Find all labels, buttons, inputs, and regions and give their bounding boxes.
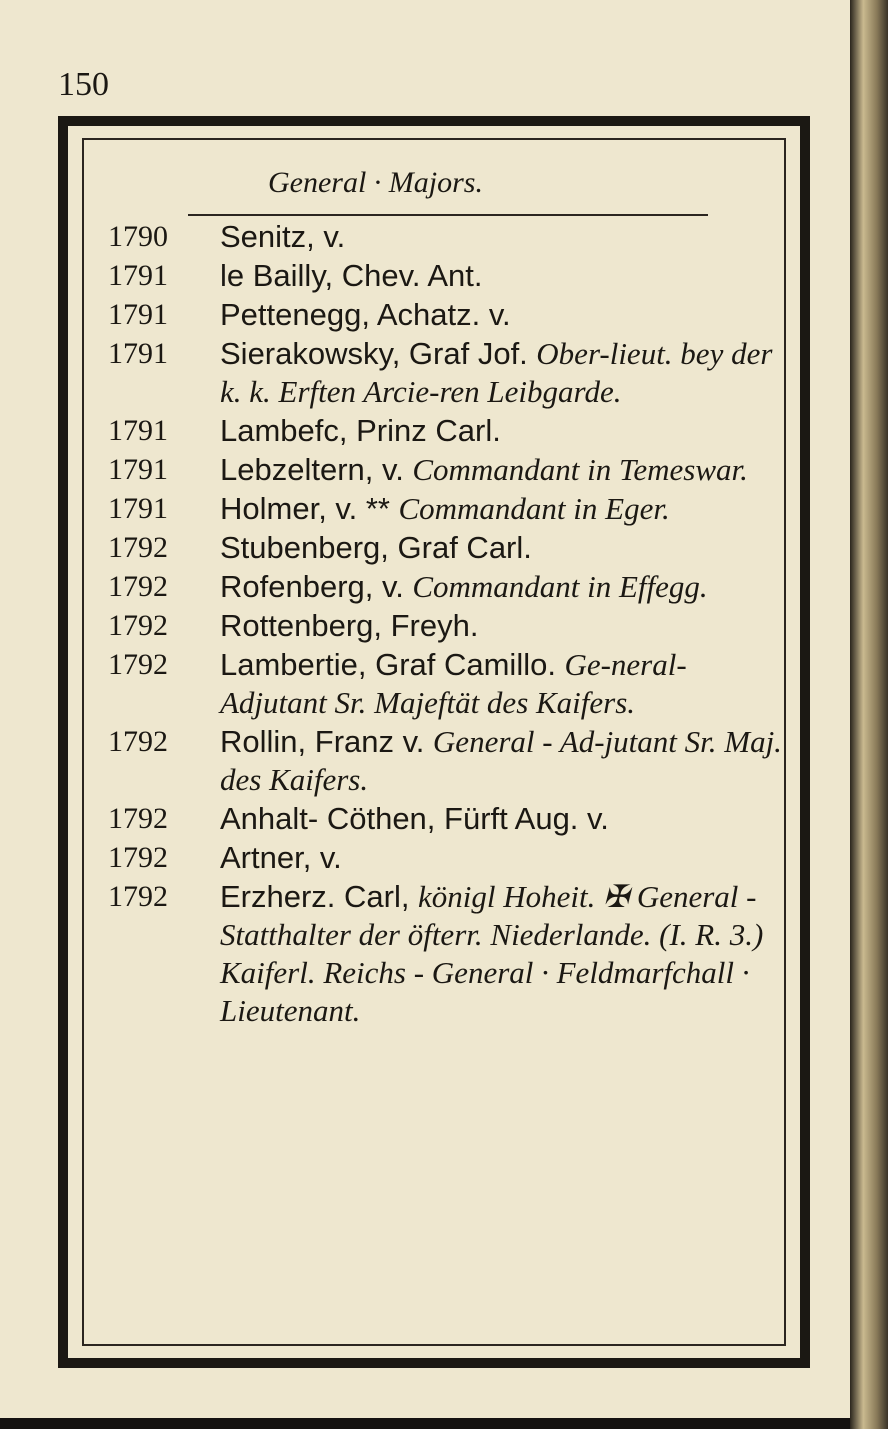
- entry-name: Anhalt- Cöthen, Fürft Aug. v.: [220, 801, 609, 836]
- entry-year: 1792: [108, 531, 168, 564]
- entry-year: 1791: [108, 492, 168, 525]
- list-item: [108, 800, 788, 838]
- page-number: 150: [58, 66, 109, 103]
- entry-year: 1792: [108, 880, 168, 913]
- list-item: [108, 296, 788, 334]
- entry-name: Senitz, v.: [220, 219, 346, 254]
- list-item: [108, 257, 788, 295]
- entry-year: 1791: [108, 453, 168, 486]
- entry-name: Erzherz. Carl,: [220, 879, 410, 914]
- list-item: [108, 607, 788, 645]
- entry-name: Lebzeltern, v.: [220, 452, 404, 487]
- list-item: [108, 723, 788, 799]
- entry-name: le Bailly, Chev. Ant.: [220, 258, 483, 293]
- heading-rule: [188, 214, 708, 216]
- entry-name: Lambertie, Graf Camillo.: [220, 647, 556, 682]
- entry-note: königl Hoheit. ✠ General - Statthalter der öfterr. Niederlande. (I. R. 3.) Kaiferl. Reichs - General · Feldmarfchall · Lieutenant.: [220, 879, 764, 1028]
- entry-note: Commandant in Effegg.: [412, 569, 708, 604]
- entry-list: [108, 218, 788, 1031]
- entry-name: Lambefc, Prinz Carl.: [220, 413, 501, 448]
- entry-year: 1792: [108, 802, 168, 835]
- list-item: [108, 646, 788, 722]
- list-item: [108, 451, 788, 489]
- list-item: [108, 529, 788, 567]
- entry-year: 1791: [108, 337, 168, 370]
- entry-name: Artner, v.: [220, 840, 342, 875]
- entry-note: Commandant in Temeswar.: [412, 452, 748, 487]
- list-item: [108, 839, 788, 877]
- entry-name: Rollin, Franz v.: [220, 724, 425, 759]
- entry-name: Rottenberg, Freyh.: [220, 608, 479, 643]
- entry-name: Stubenberg, Graf Carl.: [220, 530, 532, 565]
- entry-note: General - Ad-jutant Sr. Maj. des Kaifers.: [220, 724, 782, 797]
- entry-year: 1792: [108, 725, 168, 758]
- entry-name: Holmer, v. **: [220, 491, 390, 526]
- list-item: [108, 412, 788, 450]
- book-gutter: [850, 0, 888, 1429]
- entry-year: 1791: [108, 259, 168, 292]
- entry-name: Pettenegg, Achatz. v.: [220, 297, 511, 332]
- entry-note: Commandant in Eger.: [398, 491, 670, 526]
- entry-year: 1791: [108, 414, 168, 447]
- entry-year: 1790: [108, 220, 168, 253]
- entry-name: Sierakowsky, Graf Jof.: [220, 336, 528, 371]
- entry-year: 1792: [108, 609, 168, 642]
- entry-note: Ge-neral- Adjutant Sr. Majeftät des Kaifers.: [220, 647, 687, 720]
- list-item: [108, 218, 788, 256]
- section-heading: General · Majors.: [268, 166, 483, 199]
- entry-name: Rofenberg, v.: [220, 569, 404, 604]
- entry-note: Ober-lieut. bey der k. k. Erften Arcie-ren Leibgarde.: [220, 336, 773, 409]
- list-item: [108, 568, 788, 606]
- list-item: [108, 490, 788, 528]
- entry-year: 1791: [108, 298, 168, 331]
- list-item: [108, 335, 788, 411]
- list-item: [108, 878, 788, 1030]
- entry-year: 1792: [108, 648, 168, 681]
- entry-year: 1792: [108, 570, 168, 603]
- page-frame: [58, 116, 810, 1368]
- entry-year: 1792: [108, 841, 168, 874]
